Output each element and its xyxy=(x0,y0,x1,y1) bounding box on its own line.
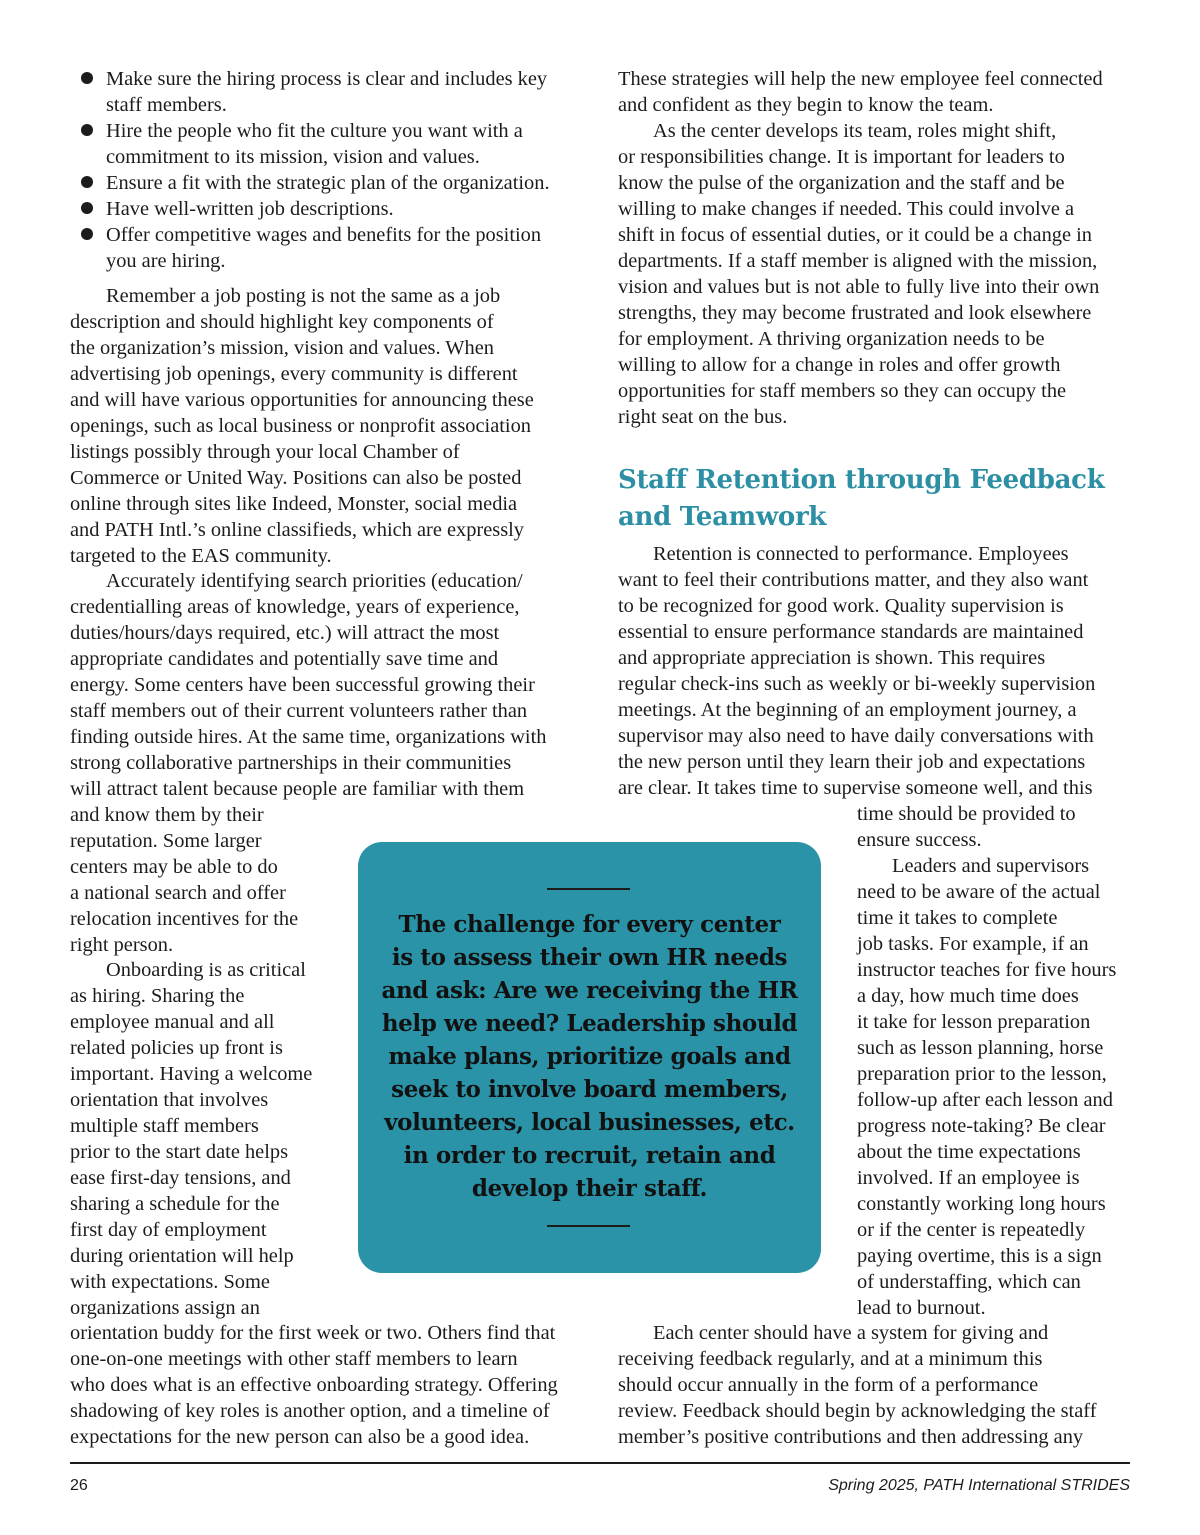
paragraph-line: willing to allow for a change in roles and offer growth xyxy=(618,354,1061,376)
paragraph-line: appropriate candidates and potentially save time and xyxy=(70,648,499,670)
paragraph-line: such as lesson planning, horse xyxy=(857,1037,1104,1059)
paragraph-line: employee manual and all xyxy=(70,1011,275,1033)
paragraph-line: targeted to the EAS community. xyxy=(70,545,332,567)
pull-quote-line: make plans, prioritize goals and xyxy=(388,1043,791,1070)
paragraph-line: as hiring. Sharing the xyxy=(70,985,245,1007)
paragraph-line: listings possibly through your local Chamber of xyxy=(70,441,460,463)
paragraph-line: finding outside hires. At the same time, organizations with xyxy=(70,726,547,748)
paragraph-line: willing to make changes if needed. This could involve a xyxy=(618,198,1075,220)
paragraph-line: multiple staff members xyxy=(70,1115,259,1137)
paragraph-line: the organization’s mission, vision and values. When xyxy=(70,337,494,359)
quote-rule-bottom xyxy=(547,1225,630,1227)
pull-quote-line: help we need? Leadership should xyxy=(381,1010,798,1037)
paragraph-line: know the pulse of the organization and the staff and be xyxy=(618,172,1065,194)
bullet-dot xyxy=(81,124,93,136)
paragraph-line: and appropriate appreciation is shown. This requires xyxy=(618,647,1046,669)
pull-quote-line: is to assess their own HR needs xyxy=(391,944,788,971)
paragraph-line: description and should highlight key components of xyxy=(70,311,494,333)
paragraph-line: reputation. Some larger xyxy=(70,830,262,852)
paragraph-line: need to be aware of the actual xyxy=(857,881,1101,903)
pull-quote-line: develop their staff. xyxy=(471,1175,708,1202)
paragraph-line: prior to the start date helps xyxy=(70,1141,289,1163)
paragraph-line: or if the center is repeatedly xyxy=(857,1219,1086,1241)
paragraph-line: Leaders and supervisors xyxy=(892,855,1090,877)
quote-rule-top xyxy=(547,888,630,890)
pull-quote-line: The challenge for every center xyxy=(398,911,781,938)
paragraph-line: ensure success. xyxy=(857,829,982,851)
paragraph-line: These strategies will help the new employee feel connected xyxy=(618,68,1103,90)
paragraph-line: openings, such as local business or nonprofit association xyxy=(70,415,531,437)
paragraph-line: lead to burnout. xyxy=(857,1297,986,1319)
pull-quote-line: in order to recruit, retain and xyxy=(403,1142,776,1169)
paragraph-line: credentialling areas of knowledge, years of experience, xyxy=(70,596,520,618)
paragraph-line: will attract talent because people are familiar with them xyxy=(70,778,525,800)
paragraph-line: review. Feedback should begin by acknowledging the staff xyxy=(618,1400,1097,1422)
paragraph-line: energy. Some centers have been successful growing their xyxy=(70,674,535,696)
paragraph-line: important. Having a welcome xyxy=(70,1063,313,1085)
paragraph-line: want to feel their contributions matter, and they also want xyxy=(618,569,1089,591)
paragraph-line: meetings. At the beginning of an employment journey, a xyxy=(618,699,1077,721)
paragraph-line: instructor teaches for five hours xyxy=(857,959,1117,981)
paragraph-line: centers may be able to do xyxy=(70,856,278,878)
paragraph-line: duties/hours/days required, etc.) will attract the most xyxy=(70,622,500,644)
paragraph-line: constantly working long hours xyxy=(857,1193,1106,1215)
paragraph-line: As the center develops its team, roles might shift, xyxy=(653,120,1057,142)
paragraph-line: about the time expectations xyxy=(857,1141,1081,1163)
paragraph-line: first day of employment xyxy=(70,1219,267,1241)
section-heading: and Teamwork xyxy=(618,502,827,532)
paragraph-line: orientation that involves xyxy=(70,1089,269,1111)
paragraph-line: orientation buddy for the first week or two. Others find that xyxy=(70,1322,556,1344)
paragraph-line: of understaffing, which can xyxy=(857,1271,1081,1293)
paragraph-line: related policies up front is xyxy=(70,1037,283,1059)
paragraph-line: time should be provided to xyxy=(857,803,1076,825)
paragraph-line: are clear. It takes time to supervise someone well, and this xyxy=(618,777,1093,799)
list-item-line: Make sure the hiring process is clear and includes key xyxy=(106,68,548,90)
paragraph-line: opportunities for staff members so they can occupy the xyxy=(618,380,1067,402)
paragraph-line: Each center should have a system for giving and xyxy=(653,1322,1049,1344)
paragraph-line: Remember a job posting is not the same as a job xyxy=(106,285,501,307)
paragraph-line: and will have various opportunities for announcing these xyxy=(70,389,534,411)
paragraph-line: time it takes to complete xyxy=(857,907,1058,929)
paragraph-line: with expectations. Some xyxy=(70,1271,270,1293)
footer-rule xyxy=(70,1462,1130,1464)
paragraph-line: for employment. A thriving organization needs to be xyxy=(618,328,1045,350)
pull-quote-callout xyxy=(358,842,821,1273)
paragraph-line: ease first-day tensions, and xyxy=(70,1167,291,1189)
bullet-dot xyxy=(81,72,93,84)
paragraph-line: Onboarding is as critical xyxy=(106,959,306,981)
bullet-dot xyxy=(81,228,93,240)
paragraph-line: staff members out of their current volunteers rather than xyxy=(70,700,528,722)
paragraph-line: who does what is an effective onboarding strategy. Offering xyxy=(70,1374,558,1396)
paragraph-line: vision and values but is not able to fully live into their own xyxy=(618,276,1100,298)
paragraph-line: to be recognized for good work. Quality supervision is xyxy=(618,595,1064,617)
list-item-line: Ensure a fit with the strategic plan of the organization. xyxy=(106,172,550,194)
paragraph-line: right person. xyxy=(70,934,174,956)
list-item-line: staff members. xyxy=(106,94,227,116)
page-number: 26 xyxy=(70,1477,88,1494)
paragraph-line: strong collaborative partnerships in their communities xyxy=(70,752,512,774)
pull-quote-line: and ask: Are we receiving the HR xyxy=(381,977,798,1004)
paragraph-line: expectations for the new person can also be a good idea. xyxy=(70,1426,530,1448)
paragraph-line: Accurately identifying search priorities (education/ xyxy=(106,570,523,592)
paragraph-line: member’s positive contributions and then addressing any xyxy=(618,1426,1084,1448)
paragraph-line: regular check-ins such as weekly or bi-weekly supervision xyxy=(618,673,1096,695)
pull-quote-line: volunteers, local businesses, etc. xyxy=(384,1109,795,1136)
paragraph-line: shadowing of key roles is another option, and a timeline of xyxy=(70,1400,550,1422)
paragraph-line: receiving feedback regularly, and at a minimum this xyxy=(618,1348,1043,1370)
list-item-line: Have well-written job descriptions. xyxy=(106,198,394,220)
paragraph-line: during orientation will help xyxy=(70,1245,294,1267)
list-item-line: commitment to its mission, vision and values. xyxy=(106,146,480,168)
paragraph-line: departments. If a staff member is aligned with the mission, xyxy=(618,250,1098,272)
paragraph-line: relocation incentives for the xyxy=(70,908,299,930)
paragraph-line: shift in focus of essential duties, or it could be a change in xyxy=(618,224,1092,246)
bullet-dot xyxy=(81,176,93,188)
paragraph-line: involved. If an employee is xyxy=(857,1167,1080,1189)
pull-quote-line: seek to involve board members, xyxy=(391,1076,788,1103)
paragraph-line: essential to ensure performance standards are maintained xyxy=(618,621,1084,643)
paragraph-line: and know them by their xyxy=(70,804,264,826)
paragraph-line: follow-up after each lesson and xyxy=(857,1089,1113,1111)
list-item-line: you are hiring. xyxy=(106,250,226,272)
paragraph-line: a national search and offer xyxy=(70,882,286,904)
paragraph-line: advertising job openings, every community is different xyxy=(70,363,518,385)
section-heading: Staff Retention through Feedback xyxy=(618,465,1105,495)
paragraph-line: progress note-taking? Be clear xyxy=(857,1115,1106,1137)
paragraph-line: it take for lesson preparation xyxy=(857,1011,1091,1033)
paragraph-line: job tasks. For example, if an xyxy=(857,933,1089,955)
paragraph-line: Retention is connected to performance. Employees xyxy=(653,543,1069,565)
bullet-dot xyxy=(81,202,93,214)
paragraph-line: the new person until they learn their job and expectations xyxy=(618,751,1086,773)
paragraph-line: a day, how much time does xyxy=(857,985,1079,1007)
paragraph-line: and PATH Intl.’s online classifieds, which are expressly xyxy=(70,519,524,541)
paragraph-line: strengths, they may become frustrated and look elsewhere xyxy=(618,302,1092,324)
paragraph-line: supervisor may also need to have daily conversations with xyxy=(618,725,1094,747)
paragraph-line: one-on-one meetings with other staff members to learn xyxy=(70,1348,518,1370)
paragraph-line: organizations assign an xyxy=(70,1297,260,1319)
paragraph-line: should occur annually in the form of a performance xyxy=(618,1374,1039,1396)
paragraph-line: or responsibilities change. It is important for leaders to xyxy=(618,146,1065,168)
paragraph-line: Commerce or United Way. Positions can also be posted xyxy=(70,467,522,489)
list-item-line: Hire the people who fit the culture you want with a xyxy=(106,120,523,142)
paragraph-line: sharing a schedule for the xyxy=(70,1193,280,1215)
paragraph-line: online through sites like Indeed, Monster, social media xyxy=(70,493,518,515)
paragraph-line: paying overtime, this is a sign xyxy=(857,1245,1102,1267)
publication-credit: Spring 2025, PATH International STRIDES xyxy=(828,1477,1130,1494)
list-item-line: Offer competitive wages and benefits for the position xyxy=(106,224,542,246)
paragraph-line: and confident as they begin to know the team. xyxy=(618,94,994,116)
paragraph-line: right seat on the bus. xyxy=(618,406,788,428)
paragraph-line: preparation prior to the lesson, xyxy=(857,1063,1107,1085)
